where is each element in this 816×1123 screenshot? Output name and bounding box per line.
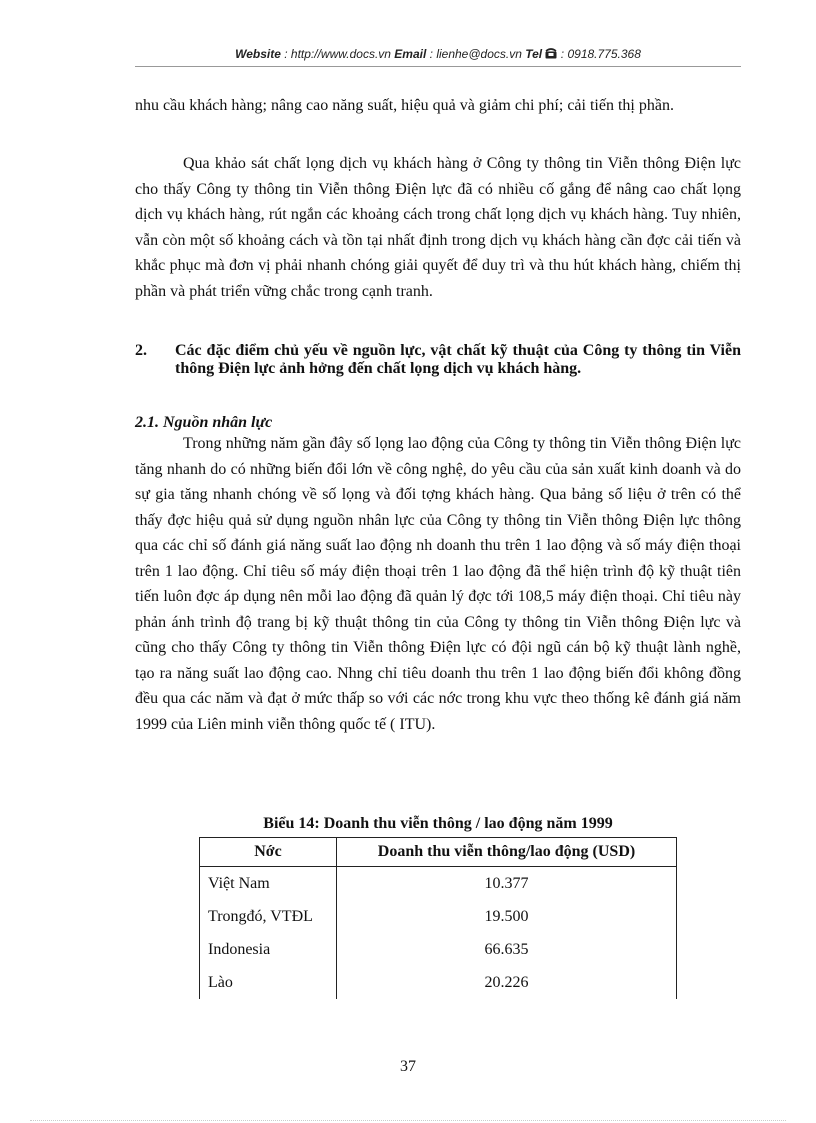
section-number: 2. xyxy=(135,342,147,359)
cell-revenue: 20.226 xyxy=(337,966,677,999)
tel-value: : 0918.775.368 xyxy=(557,47,641,61)
table-row xyxy=(200,867,677,901)
cell-country: Lào xyxy=(200,966,337,999)
paragraph-1: nhu cầu khách hàng; nâng cao năng suất, hiệu quả và giảm chi phí; cải tiến thị phần. xyxy=(135,97,674,114)
cell-revenue: 10.377 xyxy=(337,867,677,901)
page-header xyxy=(135,47,741,62)
data-table xyxy=(199,837,677,999)
header-revenue: Doanh thu viễn thông/lao động (USD) xyxy=(337,838,677,867)
table-row xyxy=(200,900,677,933)
header-country: Nớc xyxy=(200,838,337,867)
paragraph-3: Trong những năm gần đây số lọng lao động của Công ty thông tin Viễn thông Điện lực tăng nhanh do có những biến đổi lớn về công nghệ, do yêu cầu của sản xuất kinh doanh và do sự gia tăng nhanh chóng về số lọng và đối tợng khách hàng. Qua bảng số liệu ở trên có thể thấy đợc hiệu quả sử dụng nguồn nhân lực của Công ty thông tin Viễn thông Điện lực thông qua các chỉ số đánh giá năng suất lao động nh doanh thu trên 1 lao động và số máy điện thoại trên 1 lao động. Chỉ tiêu số máy điện thoại trên 1 lao động đã thể hiện trình độ kỹ thuật tiên tiến luôn đợc áp dụng nên mỗi lao động đã quản lý đợc tới 108,5 máy điện thoại. Chỉ tiêu này phản ánh trình độ trang bị kỹ thuật thông tin của Công ty thông tin Viễn thông Điện lực và cũng cho thấy Công ty thông tin Viễn thông Điện lực có đội ngũ cán bộ kỹ thuật lành nghề, tạo ra năng suất lao động cao. Nhng chỉ tiêu doanh thu trên 1 lao động biến đổi không đồng đều qua các năm và đạt ở mức thấp so với các nớc trong khu vực theo thống kê đánh giá năm 1999 của Liên minh viễn thông quốc tế ( ITU). xyxy=(135,435,741,733)
header-divider xyxy=(135,66,741,67)
cell-country: Indonesia xyxy=(200,933,337,966)
section-title: Các đặc điểm chủ yếu về nguồn lực, vật chất kỹ thuật của Công ty thông tin Viễn thông Điện lực ảnh hởng đến chất lọng dịch vụ khách hàng. xyxy=(175,342,741,377)
bottom-divider xyxy=(30,1120,786,1121)
website-label: Website xyxy=(235,47,281,61)
paragraph-2: Qua khảo sát chất lọng dịch vụ khách hàng ở Công ty thông tin Viễn thông Điện lực cho thấy Công ty thông tin Viễn thông Điện lực đã có nhiều cố gắng để nâng cao chất lọng dịch vụ khách hàng, rút ngắn các khoảng cách trong chất lọng dịch vụ khách hàng. Tuy nhiên, vẫn còn một số khoảng cách và tồn tại nhất định trong dịch vụ khách hàng cần đợc cải tiến và khắc phục mà đơn vị phải nhanh chóng giải quyết để duy trì và thu hút khách hàng, chiếm thị phần và phát triển vững chắc trong cạnh tranh. xyxy=(135,155,741,300)
table-row xyxy=(200,933,677,966)
cell-country: Trongđó, VTĐL xyxy=(200,900,337,933)
subsection-heading: 2.1. Nguồn nhân lực xyxy=(135,414,273,431)
website-value: : http://www.docs.vn xyxy=(280,47,395,61)
table-row xyxy=(200,966,677,999)
tel-label: Tel xyxy=(525,47,543,61)
phone-icon xyxy=(545,48,557,62)
page-number: 37 xyxy=(400,1058,416,1075)
email-label: Email xyxy=(394,47,427,61)
cell-revenue: 66.635 xyxy=(337,933,677,966)
table-header-row xyxy=(200,838,677,867)
table-caption: Biểu 14: Doanh thu viễn thông / lao động năm 1999 xyxy=(263,815,613,832)
email-value: : lienhe@docs.vn xyxy=(426,47,526,61)
cell-revenue: 19.500 xyxy=(337,900,677,933)
cell-country: Việt Nam xyxy=(200,867,337,901)
